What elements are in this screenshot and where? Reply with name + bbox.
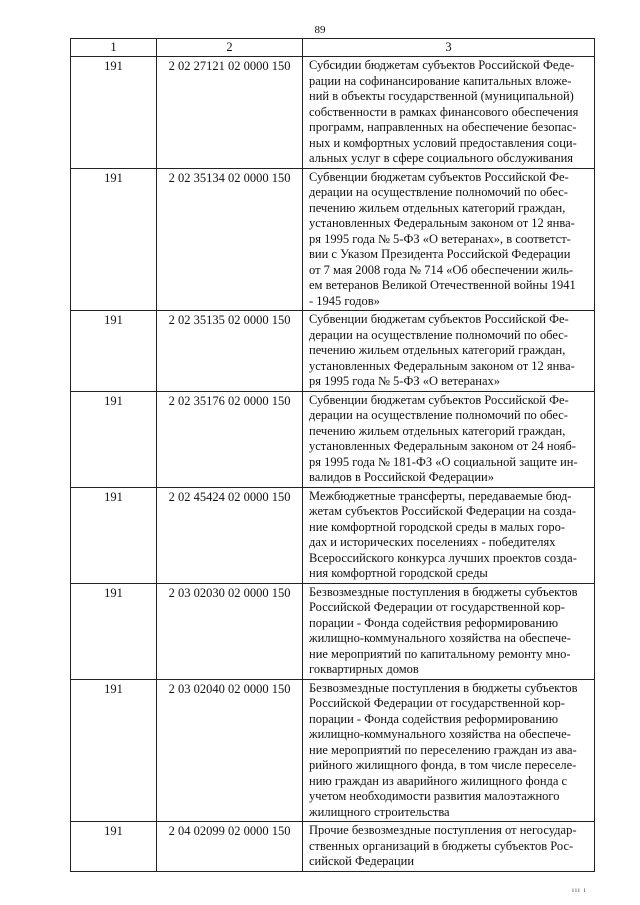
description-line: установленных Федеральным законом от 24 нояб- [309, 439, 576, 453]
description-cell [303, 487, 595, 583]
description-line: Безвозмездные поступления в бюджеты субъектов [309, 680, 578, 695]
description-line: ря 1995 года № 181-ФЗ «О социальной защите ин- [309, 454, 578, 469]
revenue-code-cell: 2 02 27121 02 0000 150 [157, 57, 303, 169]
description-line: ных и комфортных условий предоставления соци- [309, 135, 577, 150]
description-line: Всероссийского конкурса лучших проектов созда- [309, 550, 577, 565]
description-cell [303, 679, 595, 822]
description-line: нию граждан из аварийного жилищного фонда с [309, 773, 568, 788]
description-line: жетам субъектов Российской Федерации на созда- [309, 504, 577, 518]
table-row [71, 583, 595, 679]
revenue-code-cell: 2 02 35134 02 0000 150 [157, 168, 303, 311]
description-cell [303, 822, 595, 872]
table-row [71, 679, 595, 822]
description-line: ние мероприятий по капитальному ремонту мно- [309, 646, 571, 661]
description-line: ря 1995 года № 5-ФЗ «О ветеранах», в соответст- [309, 231, 571, 246]
budget-classification-table [70, 38, 595, 872]
description-line: установленных Федеральным законом от 12 янва- [309, 358, 575, 373]
description-line: ственных организаций в бюджеты субъектов Рос- [309, 838, 574, 853]
page-number: 89 [314, 24, 326, 36]
description-line: дах и исторических поселениях - победителях [309, 535, 556, 549]
description-line: печению жильем отдельных категорий граждан, [309, 200, 566, 215]
revenue-code-cell: 2 03 02040 02 0000 150 [157, 679, 303, 822]
description-cell [303, 391, 595, 487]
table-header-row [71, 39, 595, 57]
description-line: порации - Фонда содействия реформированию [309, 711, 559, 726]
description-line: ния комфортной городской среды [309, 566, 488, 580]
description-line: валидов в Российской Федерации» [309, 470, 494, 484]
description-cell [303, 57, 595, 169]
description-line: установленных Федеральным законом от 12 янва- [309, 216, 575, 230]
description-line: Субвенции бюджетам субъектов Российской Фе- [309, 169, 569, 184]
header-col-3: 3 [303, 39, 595, 57]
description-line: Межбюджетные трансферты, передаваемые бюд- [309, 488, 572, 503]
description-line: жилищно-коммунального хозяйства на обеспече- [309, 727, 571, 741]
description-line: гоквартирных домов [309, 662, 419, 676]
description-line: от 7 мая 2008 года № 714 «Об обеспечении жиль- [309, 262, 574, 277]
description-line: ние мероприятий по переселению граждан из ава- [309, 742, 577, 757]
description-line: Субвенции бюджетам субъектов Российской Фе- [309, 312, 569, 326]
description-cell [303, 311, 595, 392]
description-line: Субсидии бюджетам субъектов Российской Феде- [309, 58, 575, 72]
description-line: вии с Указом Президента Российской Федерации [309, 247, 571, 261]
description-cell [303, 168, 595, 311]
admin-code-cell: 191 [71, 487, 157, 583]
header-col-2: 2 [157, 39, 303, 57]
admin-code-cell: 191 [71, 391, 157, 487]
table-row [71, 57, 595, 169]
description-line: собственности в рамках финансового обеспечения [309, 104, 579, 119]
header-col-1: 1 [71, 39, 157, 57]
description-line: жилищно-коммунального хозяйства на обеспече- [309, 631, 571, 645]
description-line: Российской Федерации от государственной кор- [309, 696, 565, 710]
description-line: Российской Федерации от государственной кор- [309, 600, 565, 614]
description-line: печению жильем отдельных категорий граждан, [309, 423, 566, 438]
description-line: дерации на осуществление полномочий по обес- [309, 408, 568, 422]
description-line: рации на софинансирование капитальных вложе- [309, 73, 572, 88]
table-row [71, 391, 595, 487]
admin-code-cell: 191 [71, 679, 157, 822]
description-line: Прочие безвозмездные поступления от негосудар- [309, 823, 577, 837]
revenue-code-cell: 2 04 02099 02 0000 150 [157, 822, 303, 872]
description-line: рийного жилищного фонда, в том числе переселе- [309, 758, 577, 772]
description-line: жилищного строительства [309, 804, 450, 819]
description-line: печению жильем отдельных категорий граждан, [309, 343, 566, 357]
description-cell [303, 583, 595, 679]
description-line: ем ветеранов Великой Отечественной войны 1941 [309, 278, 576, 292]
table-row [71, 487, 595, 583]
description-line: ний в объекты государственной (муниципальной) [309, 89, 574, 103]
revenue-code-cell: 2 03 02030 02 0000 150 [157, 583, 303, 679]
revenue-code-cell: 2 02 35176 02 0000 150 [157, 391, 303, 487]
table-row [71, 311, 595, 392]
revenue-code-cell: 2 02 45424 02 0000 150 [157, 487, 303, 583]
description-line: сийской Федерации [309, 854, 415, 868]
description-line: Безвозмездные поступления в бюджеты субъектов [309, 584, 578, 599]
admin-code-cell: 191 [71, 168, 157, 311]
description-line: ря 1995 года № 5-ФЗ «О ветеранах» [309, 374, 501, 388]
scan-mark: ııı ı [572, 886, 587, 894]
description-line: программ, направленных на обеспечение безопас- [309, 120, 577, 134]
revenue-code-cell: 2 02 35135 02 0000 150 [157, 311, 303, 392]
admin-code-cell: 191 [71, 57, 157, 169]
admin-code-cell: 191 [71, 311, 157, 392]
description-line: учетом необходимости развития малоэтажного [309, 789, 560, 803]
table-row [71, 168, 595, 311]
admin-code-cell: 191 [71, 583, 157, 679]
description-line: дерации на осуществление полномочий по обес- [309, 185, 568, 199]
description-line: Субвенции бюджетам субъектов Российской Фе- [309, 392, 569, 407]
description-line: альных услуг в сфере социального обслуживания [309, 151, 574, 165]
description-line: ние комфортной городской среды в малых горо- [309, 519, 565, 534]
description-line: - 1945 годов» [309, 293, 380, 308]
description-line: порации - Фонда содействия реформированию [309, 615, 559, 630]
description-line: дерации на осуществление полномочий по обес- [309, 327, 568, 342]
admin-code-cell: 191 [71, 822, 157, 872]
table-row [71, 822, 595, 872]
